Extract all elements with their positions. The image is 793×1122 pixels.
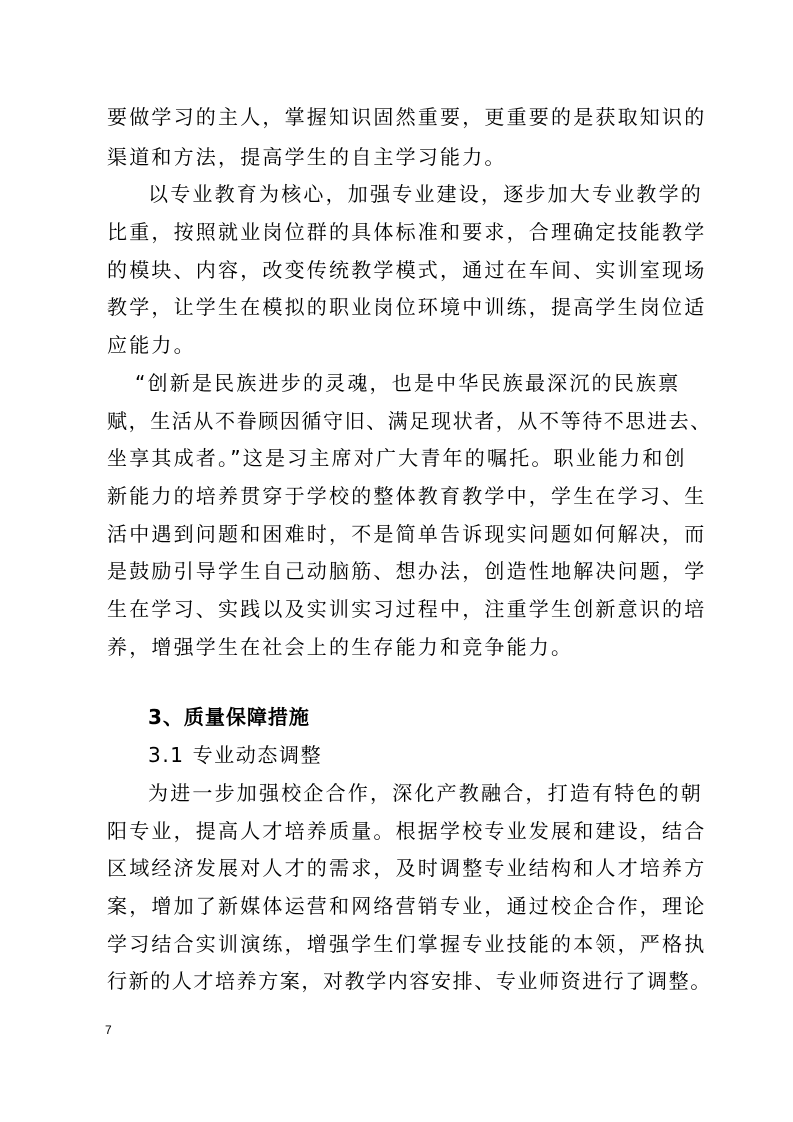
paragraph-line: 案，增加了新媒体运营和网络营销专业，通过校企合作，理论 bbox=[107, 894, 707, 918]
paragraph-line: 区域经济发展对人才的需求，及时调整专业结构和人才培养方 bbox=[107, 856, 707, 880]
paragraph-line: 坐享其成者。”这是习主席对广大青年的嘱托。职业能力和创 bbox=[107, 446, 687, 470]
paragraph-line: 以专业教育为核心，加强专业建设，逐步加大专业教学的 bbox=[148, 182, 703, 206]
paragraph-line: 的模块、内容，改变传统教学模式，通过在车间、实训室现场 bbox=[107, 258, 707, 282]
page-number: 7 bbox=[105, 1023, 112, 1037]
paragraph-line: 渠道和方法，提高学生的自主学习能力。 bbox=[107, 145, 507, 169]
paragraph-line: 要做学习的主人，掌握知识固然重要，更重要的是获取知识的 bbox=[107, 105, 707, 129]
paragraph-line: “创新是民族进步的灵魂，也是中华民族最深沉的民族禀 bbox=[135, 371, 681, 395]
paragraph-line: 教学，让学生在模拟的职业岗位环境中训练，提高学生岗位适 bbox=[107, 295, 707, 319]
paragraph-line: 新能力的培养贯穿于学校的整体教育教学中，学生在学习、生 bbox=[107, 484, 707, 508]
paragraph-line: 养，增强学生在社会上的生存能力和竞争能力。 bbox=[107, 635, 574, 659]
paragraph-line: 是鼓励引导学生自己动脑筋、想办法，创造性地解决问题，学 bbox=[107, 559, 707, 583]
paragraph-line: 学习结合实训演练，增强学生们掌握专业技能的本领，严格执 bbox=[107, 932, 707, 956]
paragraph-line: 为进一步加强校企合作，深化产教融合，打造有特色的朝 bbox=[148, 781, 703, 805]
paragraph-line: 活中遇到问题和困难时，不是简单告诉现实问题如何解决，而 bbox=[107, 522, 707, 546]
paragraph-line: 比重，按照就业岗位群的具体标准和要求，合理确定技能教学 bbox=[107, 220, 707, 244]
paragraph-line: 行新的人才培养方案，对教学内容安排、专业师资进行了调整。 bbox=[107, 969, 712, 993]
paragraph-line: 阳专业，提高人才培养质量。根据学校专业发展和建设，结合 bbox=[107, 819, 707, 843]
paragraph-line: 赋，生活从不眷顾因循守旧、满足现状者，从不等待不思进去、 bbox=[107, 409, 712, 433]
section-subheading: 3.1 专业动态调整 bbox=[148, 743, 323, 767]
paragraph-line: 生在学习、实践以及实训实习过程中，注重学生创新意识的培 bbox=[107, 597, 707, 621]
paragraph-line: 应能力。 bbox=[107, 333, 196, 357]
section-heading: 3、质量保障措施 bbox=[148, 705, 310, 729]
